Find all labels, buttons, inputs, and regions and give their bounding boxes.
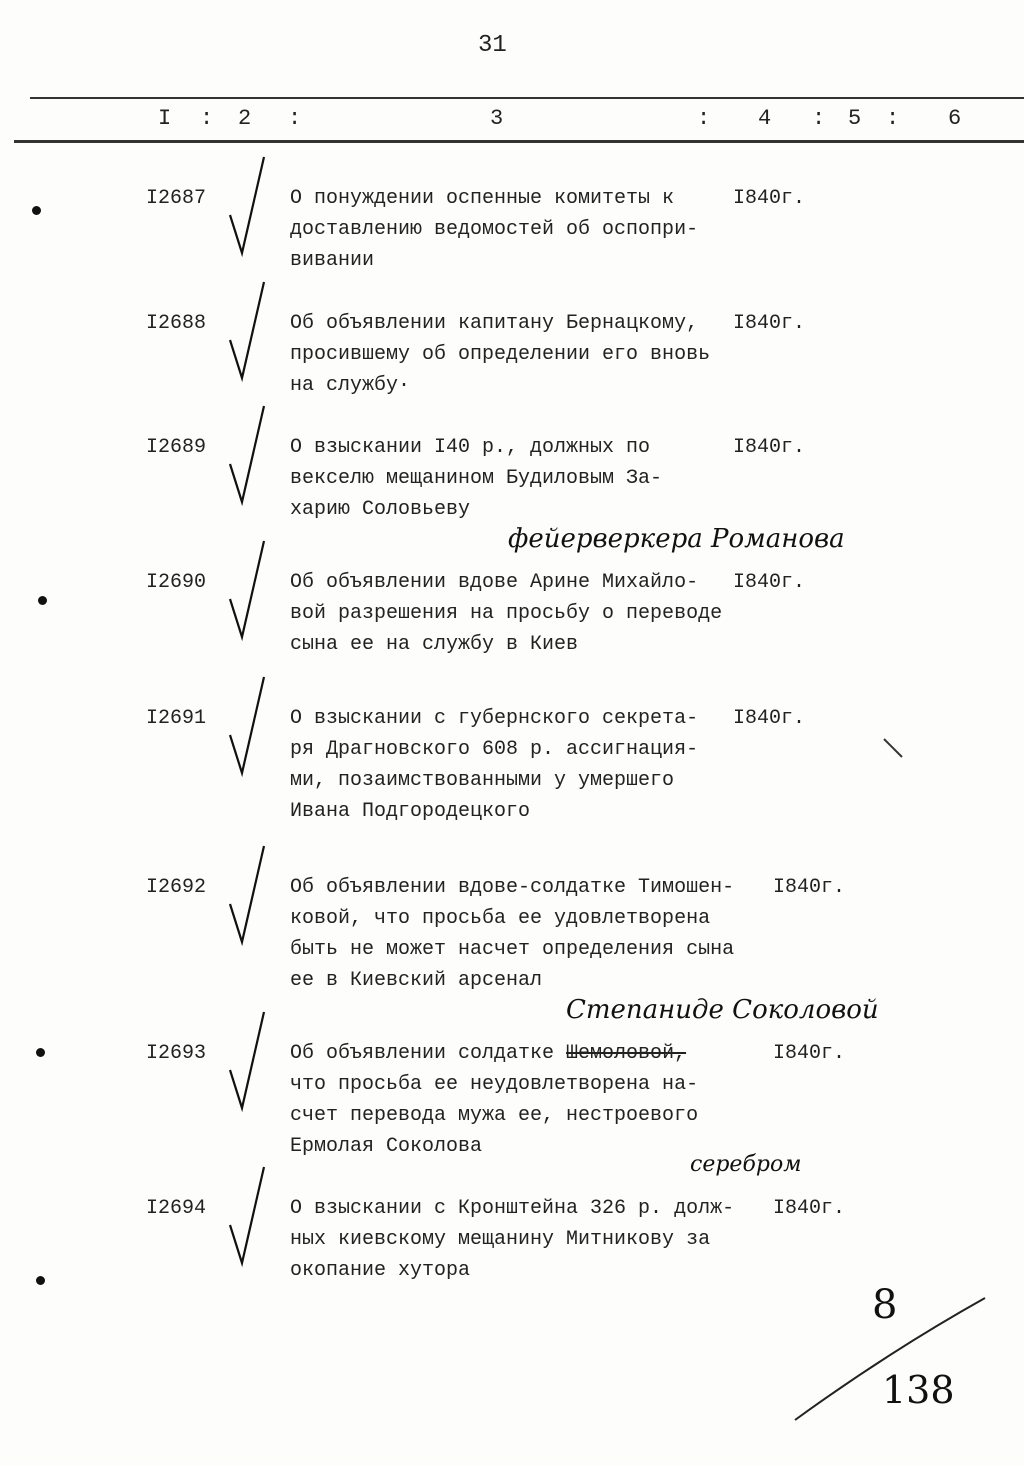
line-text: сына ее на службу в Киев [290,633,579,656]
folio-number: 138 [882,1368,955,1412]
line-text: харию Соловьеву [290,498,471,521]
line-text: вой разрешения на просьбу о переводе [290,602,723,625]
line-text: что просьба ее неудовлетворена на- [290,1073,699,1096]
entry-description [290,703,698,827]
struck-text: Шемоловой, [566,1042,687,1065]
line-text: просившему об определении его вновь [290,343,711,366]
column-separator: : [288,106,302,131]
description-line [290,432,662,463]
column-header: 4 [758,106,772,131]
column-header: 3 [490,106,504,131]
entry-number: I2694 [146,1197,207,1220]
description-line [290,1069,698,1100]
checkmark-icon [222,153,272,263]
column-separator: : [886,106,900,131]
handwritten-annotation: Степаниде Соколовой [566,995,879,1025]
description-line [290,903,734,934]
entry-number: I2690 [146,571,207,594]
entry-year: I840г. [733,571,806,594]
description-line [290,1038,698,1069]
description-line [290,1131,698,1162]
entry-year: I840г. [733,187,806,210]
line-text: счет перевода мужа ее, нестроевого [290,1104,699,1127]
column-header: 6 [948,106,962,131]
entry-year: I840г. [733,436,806,459]
line-text: Об объявлении капитану Бернацкому, [290,312,699,335]
description-line [290,494,662,525]
checkmark-icon [222,1008,272,1118]
description-line [290,765,698,796]
line-text: векселю мещанином Будиловым За- [290,467,663,490]
description-line [290,245,698,276]
line-text: быть не может насчет определения сына [290,938,735,961]
entry-description [290,872,734,996]
entry-description [290,567,722,660]
entry-description [290,1038,698,1162]
line-text: ных киевскому мещанину Митникову за [290,1228,711,1251]
description-line [290,339,710,370]
description-line [290,629,722,660]
page-number: 31 [478,32,507,59]
line-text: Ермолая Соколова [290,1135,483,1158]
line-text: Об объявлении вдове Арине Михайло- [290,571,699,594]
line-text: вивании [290,249,375,272]
line-text: окопание хутора [290,1259,471,1282]
description-line [290,934,734,965]
column-separator: : [812,106,826,131]
description-line [290,1224,734,1255]
line-text: доставлению ведомостей об оспопри- [290,218,699,241]
handwritten-annotation: серебром [690,1152,802,1177]
entry-number: I2688 [146,312,207,335]
entry-number: I2691 [146,707,207,730]
line-text: на службу· [290,374,411,397]
folio-slash [790,1290,990,1430]
column-header-row [0,106,1024,136]
entry-description [290,183,698,276]
line-text: Об объявлении солдатке [290,1042,567,1065]
punch-hole [36,1048,45,1057]
checkmark-icon [222,278,272,388]
description-line [290,463,662,494]
entry-description [290,1193,734,1286]
checkmark-icon [222,673,272,783]
line-text: Об объявлении вдове-солдатке Тимошен- [290,876,735,899]
description-line [290,965,734,996]
pen-mark [880,735,910,765]
line-text: ми, позаимствованными у умершего [290,769,675,792]
description-line [290,308,710,339]
entry-number: I2693 [146,1042,207,1065]
folio-number-old: 8 [872,1282,898,1328]
line-text: О взыскании с Кронштейна 326 р. долж- [290,1197,735,1220]
entry-year: I840г. [773,876,846,899]
description-line [290,872,734,903]
entry-year: I840г. [733,707,806,730]
column-separator: : [697,106,711,131]
description-line [290,183,698,214]
line-text: О понуждении оспенные комитеты к [290,187,675,210]
entry-number: I2689 [146,436,207,459]
checkmark-icon [222,537,272,647]
punch-hole [32,206,41,215]
line-text: ря Драгновского 608 р. ассигнация- [290,738,699,761]
entry-number: I2687 [146,187,207,210]
description-line [290,370,710,401]
entry-number: I2692 [146,876,207,899]
entry-year: I840г. [733,312,806,335]
description-line [290,796,698,827]
line-text: О взыскании с губернского секрета- [290,707,699,730]
description-line [290,734,698,765]
column-header: 5 [848,106,862,131]
description-line [290,1255,734,1286]
entry-year: I840г. [773,1197,846,1220]
column-header: 2 [238,106,252,131]
description-line [290,598,722,629]
handwritten-annotation: фейерверкера Романова [508,524,845,554]
column-separator: : [200,106,214,131]
checkmark-icon [222,842,272,952]
line-text: ее в Киевский арсенал [290,969,543,992]
punch-hole [36,1276,45,1285]
description-line [290,1100,698,1131]
line-text: ковой, что просьба ее удовлетворена [290,907,711,930]
header-rule-top [30,97,1024,99]
description-line [290,214,698,245]
column-header: I [158,106,172,131]
description-line [290,703,698,734]
line-text: Ивана Подгородецкого [290,800,531,823]
description-line [290,1193,734,1224]
entry-year: I840г. [773,1042,846,1065]
description-line [290,567,722,598]
entry-description [290,432,662,525]
line-text: О взыскании I40 р., должных по [290,436,651,459]
checkmark-icon [222,1163,272,1273]
punch-hole [38,596,47,605]
header-rule-bottom [14,140,1024,143]
entry-description [290,308,710,401]
checkmark-icon [222,402,272,512]
